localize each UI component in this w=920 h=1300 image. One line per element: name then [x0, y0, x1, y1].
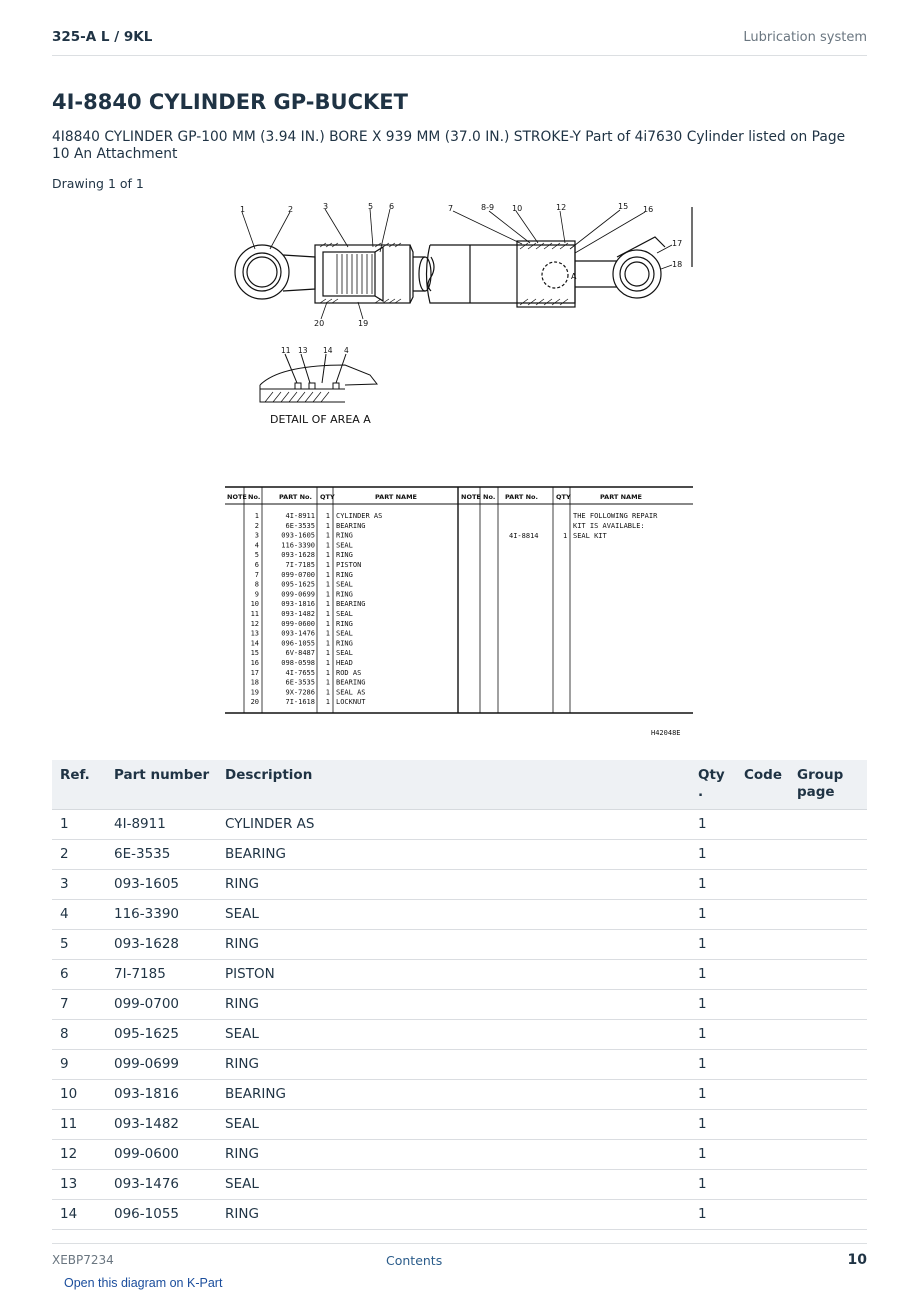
row-group-page: [789, 930, 867, 960]
row-part-number: 095-1625: [106, 1020, 217, 1050]
drawing-table-qty: 1: [325, 521, 330, 530]
row-qty: 1: [690, 1020, 736, 1050]
drawing-table-name: ROD AS: [336, 668, 362, 677]
drawing-table-header: PART No.: [505, 493, 538, 501]
parts-table-header: [52, 760, 867, 810]
svg-text:16: 16: [643, 205, 654, 214]
drawing-table-no: 11: [250, 610, 259, 618]
drawing-table-header: NOTE: [227, 493, 247, 501]
row-part-number: 4I-8911: [106, 810, 217, 840]
row-code: [736, 1140, 789, 1170]
row-part-number: 099-0600: [106, 1140, 217, 1170]
svg-text:3: 3: [323, 202, 329, 211]
row-description: PISTON: [217, 960, 690, 990]
col-group-page: Group page: [789, 760, 867, 810]
drawing-table-header: PART No.: [279, 493, 312, 501]
row-code: [736, 1170, 789, 1200]
table-row: [52, 1020, 867, 1050]
drawing-table-part: 4I-8911: [285, 512, 315, 520]
row-group-page: [789, 900, 867, 930]
drawing-table-no: 16: [250, 659, 259, 667]
row-code: [736, 900, 789, 930]
table-row: [52, 1200, 867, 1230]
drawing-table-part: 098-0598: [281, 659, 315, 667]
drawing-table-name: CYLINDER AS: [336, 512, 383, 520]
row-qty: 1: [690, 960, 736, 990]
drawing-table-qty: 1: [325, 531, 330, 540]
row-ref: 1: [52, 810, 106, 840]
row-description: SEAL: [217, 1020, 690, 1050]
row-qty: 1: [690, 930, 736, 960]
row-group-page: [789, 810, 867, 840]
row-code: [736, 840, 789, 870]
kit-qty: 1: [563, 532, 568, 540]
row-group-page: [789, 960, 867, 990]
drawing-table-part: 093-1605: [281, 531, 315, 540]
drawing-table-name: RING: [336, 570, 353, 579]
row-part-number: 116-3390: [106, 900, 217, 930]
drawing-table-name: RING: [336, 551, 353, 560]
footer-divider: [52, 1243, 867, 1244]
row-group-page: [789, 1200, 867, 1230]
row-qty: 1: [690, 900, 736, 930]
row-part-number: 093-1482: [106, 1110, 217, 1140]
parts-table: [52, 760, 867, 1230]
svg-text:18: 18: [672, 260, 683, 269]
row-description: SEAL: [217, 900, 690, 930]
drawing-table-no: 7: [254, 570, 259, 579]
drawing-table-name: SEAL: [336, 541, 353, 550]
svg-text:14: 14: [323, 346, 333, 355]
svg-text:10: 10: [512, 204, 523, 213]
page-description: 4I8840 CYLINDER GP-100 MM (3.94 IN.) BORE X 939 MM (37.0 IN.) STROKE-Y Part of 4i7630 Cylinder listed on Page 10 An Attachment: [52, 129, 846, 162]
drawing-table-no: 13: [250, 629, 259, 638]
table-row: [52, 1140, 867, 1170]
document-id: XEBP7234: [52, 1253, 114, 1267]
drawing-table-no: 4: [254, 541, 259, 550]
row-ref: 7: [52, 990, 106, 1020]
drawing-table-part: 4I-7655: [285, 668, 315, 677]
drawing-table-name: BEARING: [336, 521, 366, 530]
row-description: RING: [217, 990, 690, 1020]
row-qty: 1: [690, 1200, 736, 1230]
row-part-number: 093-1816: [106, 1080, 217, 1110]
drawing-table-name: SEAL: [336, 649, 353, 658]
table-row: [52, 810, 867, 840]
drawing-table-part: 116-3390: [281, 541, 315, 550]
col-qty: Qty .: [690, 760, 736, 810]
col-description: Description: [217, 760, 690, 810]
kpart-link[interactable]: Open this diagram on K-Part: [64, 1276, 223, 1290]
row-part-number: 7I-7185: [106, 960, 217, 990]
drawing-table-part: 9X-7286: [285, 688, 315, 697]
table-row: [52, 930, 867, 960]
drawing-table-name: RING: [336, 590, 353, 599]
drawing-table-no: 14: [250, 639, 259, 648]
row-group-page: [789, 1110, 867, 1140]
table-row: [52, 960, 867, 990]
row-part-number: 096-1055: [106, 1200, 217, 1230]
table-row: [52, 1050, 867, 1080]
row-group-page: [789, 1020, 867, 1050]
drawing-table-name: BEARING: [336, 600, 366, 609]
row-qty: 1: [690, 870, 736, 900]
row-description: RING: [217, 1140, 690, 1170]
row-qty: 1: [690, 810, 736, 840]
row-ref: 9: [52, 1050, 106, 1080]
drawing-table-part: 093-1476: [281, 629, 315, 638]
drawing-table-header: No.: [248, 493, 261, 501]
drawing-table-name: SEAL: [336, 610, 353, 618]
drawing-table-no: 6: [254, 561, 259, 569]
drawing-table-header: No.: [483, 493, 496, 501]
row-description: RING: [217, 870, 690, 900]
drawing-table-qty: 1: [325, 561, 330, 569]
drawing-table-qty: 1: [325, 551, 330, 560]
row-code: [736, 1110, 789, 1140]
row-group-page: [789, 1170, 867, 1200]
drawing-table-name: RING: [336, 619, 353, 628]
row-ref: 13: [52, 1170, 106, 1200]
row-part-number: 093-1605: [106, 870, 217, 900]
row-group-page: [789, 1140, 867, 1170]
drawing-table-no: 5: [254, 551, 259, 560]
drawing-table-qty: 1: [325, 600, 330, 609]
drawing-table-qty: 1: [325, 580, 330, 589]
drawing-table-name: HEAD: [336, 659, 353, 667]
drawing-table-qty: 1: [325, 668, 330, 677]
row-qty: 1: [690, 1110, 736, 1140]
drawing-table-part: 093-1482: [281, 610, 315, 618]
drawing-table-no: 10: [250, 600, 259, 609]
drawing-table-part: 095-1625: [281, 580, 315, 589]
drawing-table-name: RING: [336, 639, 353, 648]
drawing-table-part: 093-1628: [281, 551, 315, 560]
drawing-table-no: 9: [254, 590, 259, 599]
drawing-table-part: 093-1816: [281, 600, 315, 609]
svg-text:11: 11: [281, 346, 291, 355]
drawing-table-no: 19: [250, 688, 259, 697]
drawing-table-header: PART NAME: [375, 493, 417, 501]
row-description: BEARING: [217, 840, 690, 870]
drawing-table-no: 12: [250, 619, 259, 628]
row-code: [736, 990, 789, 1020]
drawing-table-qty: 1: [325, 512, 330, 520]
svg-text:6: 6: [389, 202, 395, 211]
row-qty: 1: [690, 1080, 736, 1110]
row-description: RING: [217, 1050, 690, 1080]
kit-part-number: 4I-8814: [509, 532, 539, 540]
drawing-table-name: RING: [336, 531, 353, 540]
drawing-label: Drawing 1 of 1: [52, 176, 144, 191]
drawing-table-qty: 1: [325, 590, 330, 599]
drawing-code: H42048E: [651, 729, 681, 737]
kit-note-line-2: KIT IS AVAILABLE:: [573, 522, 645, 530]
row-code: [736, 810, 789, 840]
row-ref: 14: [52, 1200, 106, 1230]
drawing-table-part: 7I-1618: [285, 698, 315, 707]
svg-text:13: 13: [298, 346, 308, 355]
table-row: [52, 1080, 867, 1110]
row-qty: 1: [690, 990, 736, 1020]
drawing-table-qty: 1: [325, 698, 330, 707]
drawing-parts-table: [225, 487, 693, 737]
kit-note-line-3: SEAL KIT: [573, 532, 607, 540]
svg-text:1: 1: [240, 205, 246, 214]
svg-text:A: A: [571, 272, 577, 281]
row-ref: 5: [52, 930, 106, 960]
row-description: SEAL: [217, 1110, 690, 1140]
svg-text:7: 7: [448, 204, 454, 213]
row-group-page: [789, 1050, 867, 1080]
drawing-table-qty: 1: [325, 610, 330, 618]
row-part-number: 099-0699: [106, 1050, 217, 1080]
drawing-table-no: 3: [254, 531, 259, 540]
drawing-table-name: SEAL AS: [336, 688, 366, 697]
col-code: Code: [736, 760, 789, 810]
row-code: [736, 1200, 789, 1230]
svg-text:8-9: 8-9: [481, 203, 495, 212]
row-ref: 11: [52, 1110, 106, 1140]
drawing-table-qty: 1: [325, 649, 330, 658]
col-part-number: Part number: [106, 760, 217, 810]
section-header: Lubrication system: [743, 30, 867, 45]
row-qty: 1: [690, 840, 736, 870]
row-description: RING: [217, 930, 690, 960]
table-row: [52, 870, 867, 900]
drawing-table-qty: 1: [325, 659, 330, 667]
col-ref: Ref.: [52, 760, 106, 810]
drawing-table-name: PISTON: [336, 561, 362, 569]
table-row: [52, 1110, 867, 1140]
row-description: SEAL: [217, 1170, 690, 1200]
svg-text:12: 12: [556, 203, 567, 212]
row-qty: 1: [690, 1170, 736, 1200]
row-group-page: [789, 990, 867, 1020]
drawing-table-qty: 1: [325, 639, 330, 648]
drawing-table-qty: 1: [325, 688, 330, 697]
drawing-table-part: 7I-7185: [285, 561, 315, 569]
drawing-table-qty: 1: [325, 541, 330, 550]
svg-text:15: 15: [618, 202, 629, 211]
table-row: [52, 840, 867, 870]
drawing-table-qty: 1: [325, 619, 330, 628]
drawing-table-header: PART NAME: [600, 493, 642, 501]
svg-text:2: 2: [288, 205, 294, 214]
row-code: [736, 1050, 789, 1080]
drawing-table-part: 099-0700: [281, 570, 315, 579]
drawing-table-name: SEAL: [336, 629, 353, 638]
drawing-table-part: 099-0699: [281, 590, 315, 599]
drawing-table-qty: 1: [325, 570, 330, 579]
drawing-table-qty: 1: [325, 629, 330, 638]
row-group-page: [789, 870, 867, 900]
model-header: 325-A L / 9KL: [52, 29, 153, 45]
drawing-table-no: 8: [254, 580, 259, 589]
drawing-table-no: 2: [254, 521, 259, 530]
row-part-number: 6E-3535: [106, 840, 217, 870]
table-row: [52, 900, 867, 930]
drawing-table-header: QTY: [556, 493, 571, 501]
drawing-table-part: 099-0600: [281, 619, 315, 628]
row-ref: 12: [52, 1140, 106, 1170]
drawing-table-no: 18: [250, 678, 259, 687]
row-qty: 1: [690, 1140, 736, 1170]
row-qty: 1: [690, 1050, 736, 1080]
drawing-table-part: 096-1055: [281, 639, 315, 648]
drawing-table-no: 20: [250, 698, 259, 707]
svg-text:4: 4: [344, 346, 349, 355]
row-description: BEARING: [217, 1080, 690, 1110]
contents-link[interactable]: Contents: [386, 1253, 443, 1268]
row-part-number: 093-1628: [106, 930, 217, 960]
row-group-page: [789, 840, 867, 870]
page-title: 4I-8840 CYLINDER GP-BUCKET: [52, 90, 408, 114]
detail-caption: DETAIL OF AREA A: [270, 413, 371, 426]
row-description: CYLINDER AS: [217, 810, 690, 840]
row-ref: 2: [52, 840, 106, 870]
row-code: [736, 1020, 789, 1050]
drawing-table-no: 1: [254, 512, 259, 520]
drawing-table-no: 17: [250, 668, 259, 677]
drawing-table-part: 6V-8487: [285, 649, 315, 658]
row-ref: 4: [52, 900, 106, 930]
drawing-table-qty: 1: [325, 678, 330, 687]
drawing-table-part: 6E-3535: [285, 678, 315, 687]
header-divider: [52, 55, 867, 56]
drawing-table-part: 6E-3535: [285, 521, 315, 530]
drawing-table-header: QTY: [320, 493, 335, 501]
drawing-table-name: SEAL: [336, 580, 353, 589]
svg-text:17: 17: [672, 239, 683, 248]
row-ref: 6: [52, 960, 106, 990]
svg-text:19: 19: [358, 319, 369, 328]
drawing-table-name: LOCKNUT: [336, 698, 366, 707]
row-description: RING: [217, 1200, 690, 1230]
row-ref: 3: [52, 870, 106, 900]
row-group-page: [789, 1080, 867, 1110]
row-part-number: 099-0700: [106, 990, 217, 1020]
row-part-number: 093-1476: [106, 1170, 217, 1200]
drawing-table-no: 15: [250, 649, 259, 658]
row-code: [736, 1080, 789, 1110]
svg-text:20: 20: [314, 319, 325, 328]
table-row: [52, 1170, 867, 1200]
row-ref: 10: [52, 1080, 106, 1110]
table-row: [52, 990, 867, 1020]
row-ref: 8: [52, 1020, 106, 1050]
drawing-table-header: NOTE: [461, 493, 481, 501]
cylinder-diagram: [225, 197, 700, 742]
drawing-table-name: BEARING: [336, 678, 366, 687]
row-code: [736, 960, 789, 990]
row-code: [736, 930, 789, 960]
kit-note-line-1: THE FOLLOWING REPAIR: [573, 512, 658, 520]
svg-text:5: 5: [368, 202, 374, 211]
page-number: 10: [847, 1252, 867, 1268]
row-code: [736, 870, 789, 900]
